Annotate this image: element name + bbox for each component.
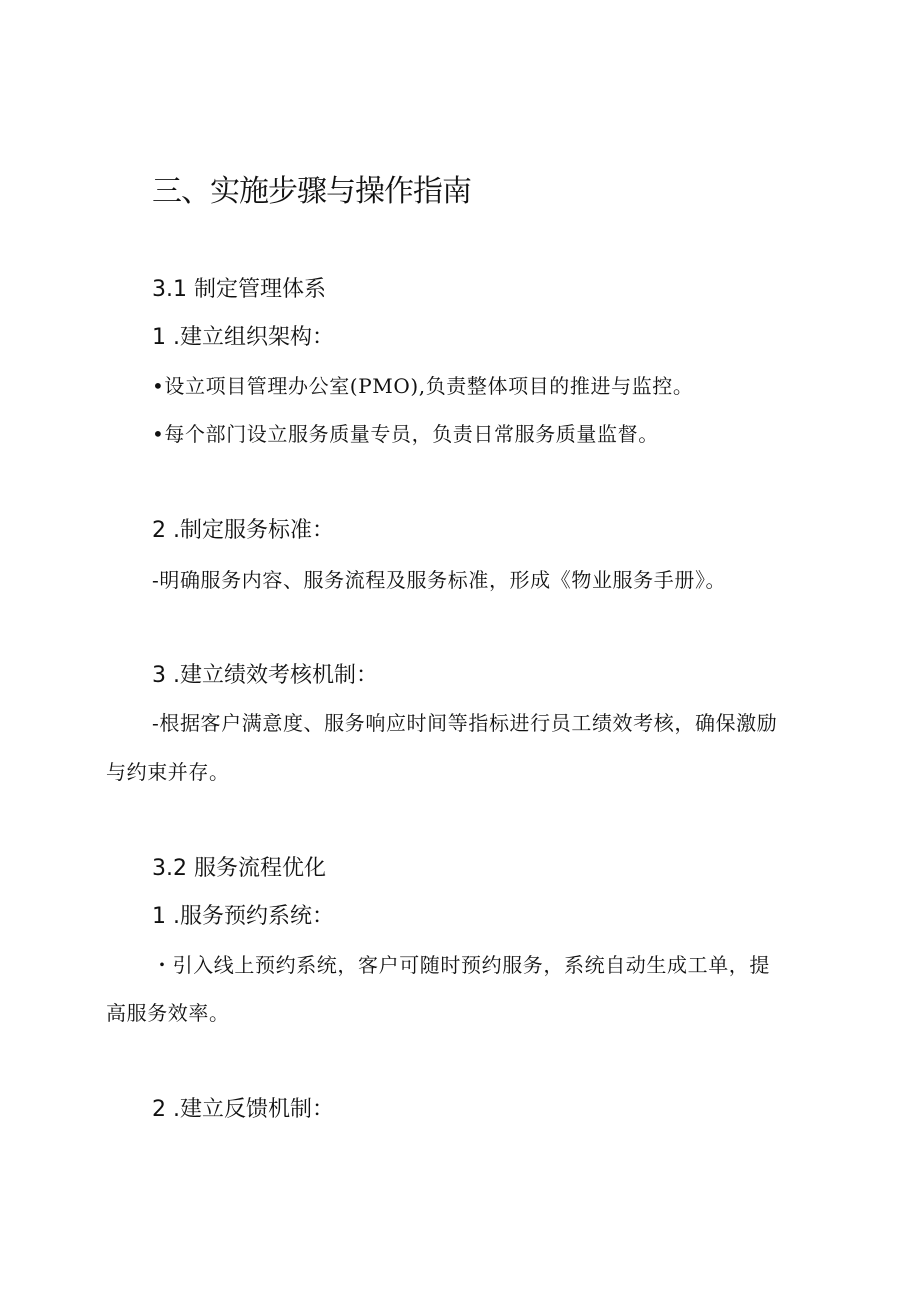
body-line: ・引入线上预约系统，客户可随时预约服务，系统自动生成工单，提 bbox=[152, 953, 770, 977]
body-line: 高服务效率。 bbox=[106, 1001, 230, 1025]
body-line: -明确服务内容、服务流程及服务标准，形成《物业服务手册》。 bbox=[152, 568, 727, 592]
body-line: 与约束并存。 bbox=[106, 760, 230, 784]
item-title-booking-system: 1 .服务预约系统： bbox=[152, 904, 334, 929]
item-title-service-standard: 2 .制定服务标准： bbox=[152, 518, 334, 543]
body-line: •每个部门设立服务质量专员，负责日常服务质量监督。 bbox=[152, 422, 659, 446]
subsection-heading-3-2: 3.2 服务流程优化 bbox=[152, 856, 326, 881]
subsection-heading-3-1: 3.1 制定管理体系 bbox=[152, 277, 326, 302]
body-line: -根据客户满意度、服务响应时间等指标进行员工绩效考核，确保激励 bbox=[152, 711, 778, 735]
section-title: 三、实施步骤与操作指南 bbox=[152, 174, 471, 209]
item-title-performance: 3 .建立绩效考核机制： bbox=[152, 663, 378, 688]
item-title-feedback: 2 .建立反馈机制： bbox=[152, 1097, 334, 1122]
item-title-organization: 1 .建立组织架构： bbox=[152, 325, 334, 350]
body-line: •设立项目管理办公室(PMO),负责整体项目的推进与监控。 bbox=[152, 374, 694, 398]
